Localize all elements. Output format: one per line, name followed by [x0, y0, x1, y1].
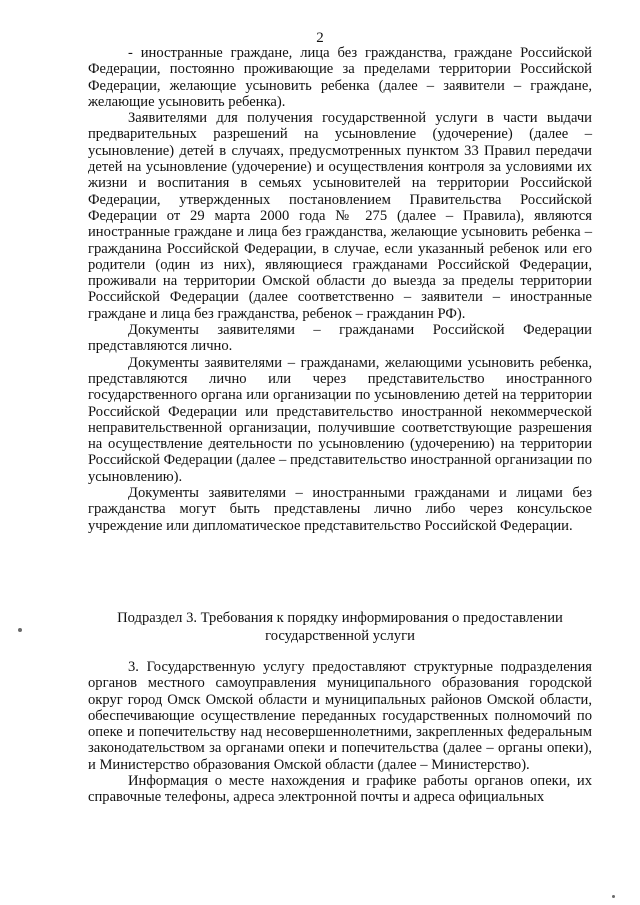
- paragraph-info-location: Информация о месте нахождения и графике работы органов опеки, их справочные телефоны, адреса электронной почты и адреса официальных: [88, 773, 592, 806]
- page-number: 2: [316, 30, 324, 46]
- paragraph-service-providers: 3. Государственную услугу предоставляют структурные подразделения органов местного самоуправления муниципального образования городской округ город Омск Омской области и муниципальных районов Омской области, обеспечивающие осуществление переданных государственных полномочий по опеке и попечительству над несовершеннолетними, закрепленных федеральным законодательством за органами опеки и попечительства (далее – органы опеки), и Министерство образования Омской области (далее – Министерство).: [88, 659, 592, 773]
- paragraph-preliminary-permits: Заявителями для получения государственной услуги в части выдачи предварительных разрешений на усыновление (удочерение) (далее – усыновление) детей в случаях, предусмотренных пунктом 33 Правил передачи детей на усыновление (удочерение) и осуществления контроля за условиями их жизни и воспитания в семьях усыновителей на территории Российской Федерации, утвержденных постановлением Правительства Российской Федерации от 29 марта 2000 года № 275 (далее – Правила), являются иностранные граждане и лица без гражданства, желающие усыновить ребенка – гражданина Российской Федерации, в случае, если указанный ребенок или его родители (один из них), являющиеся гражданами Российской Федерации, проживали на территории Омской области до выезда за пределы территории Российской Федерации (далее соответственно – заявители – иностранные граждане и лица без гражданства, ребенок – гражданин РФ).: [88, 110, 592, 322]
- paragraph-documents-foreigners: Документы заявителями – иностранными гражданами и лицами без гражданства могут быть представлены лично либо через консульское учреждение или дипломатическое представительство Российской Федерации.: [88, 485, 592, 534]
- paragraph-documents-adopters: Документы заявителями – гражданами, желающими усыновить ребенка, представляются лично или через представительство иностранного государственного органа или организации по усыновлению детей на территории Российской Федерации или представительство иностранной некоммерческой неправительственной организации, получившие соответствующие разрешения на осуществление деятельности по усыновлению (удочерению) на территории Российской Федерации (далее – представительство иностранной организации по усыновлению).: [88, 354, 592, 485]
- scan-speck: [612, 895, 615, 898]
- subsection-heading: Подраздел 3. Требования к порядку информирования о предоставлении государственной услуги: [117, 610, 563, 644]
- body-text-upper: [88, 45, 592, 534]
- body-text-lower: [88, 659, 592, 806]
- paragraph-documents-citizens: Документы заявителями – гражданами Российской Федерации представляются лично.: [88, 322, 592, 355]
- scan-speck: [18, 628, 22, 632]
- paragraph-applicants-foreign: - иностранные граждане, лица без гражданства, граждане Российской Федерации, постоянно проживающие за пределами территории Российской Федерации, желающие усыновить ребенка (далее – заявители – граждане, желающие усыновить ребенка).: [88, 45, 592, 110]
